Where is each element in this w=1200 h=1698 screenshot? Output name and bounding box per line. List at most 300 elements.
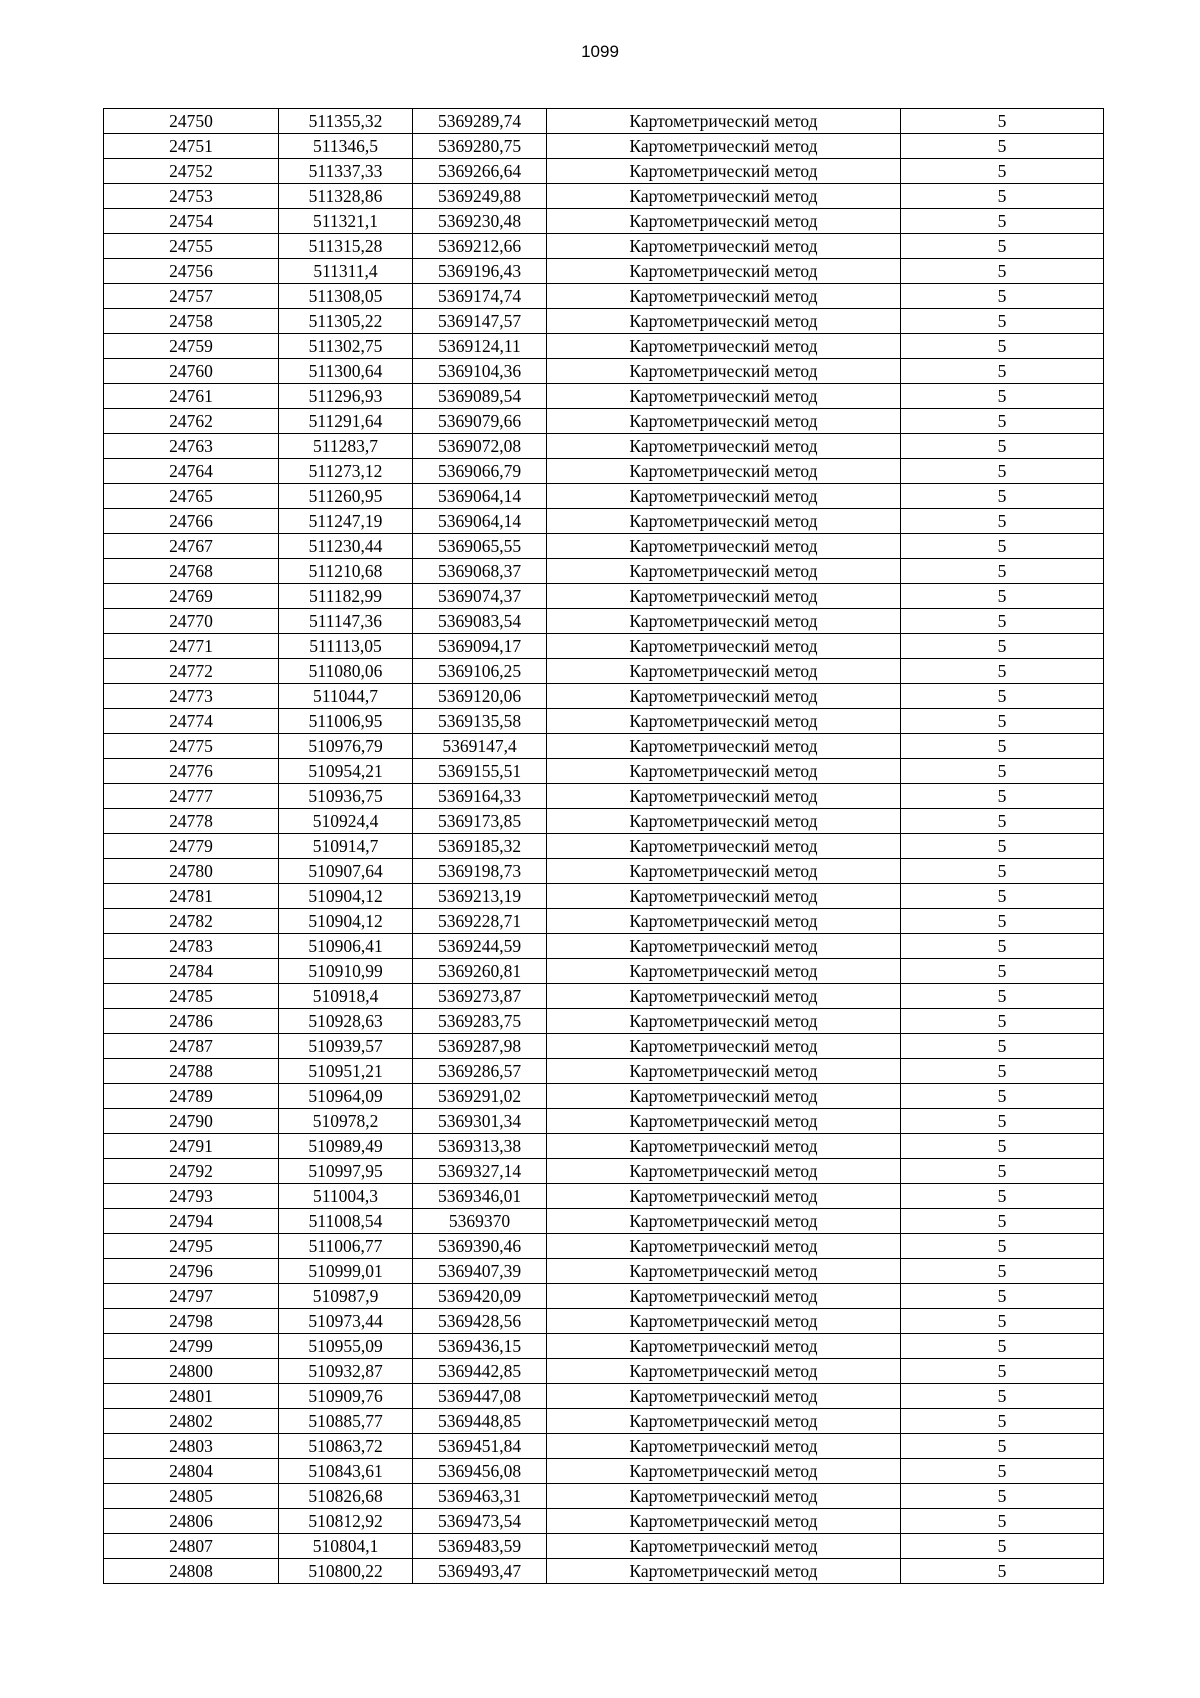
- table-row: [104, 759, 1104, 784]
- point-number-cell: 24807: [104, 1534, 279, 1559]
- x-coordinate-cell: 510826,68: [279, 1484, 413, 1509]
- table-row: [104, 1259, 1104, 1284]
- table-row: [104, 359, 1104, 384]
- y-coordinate-cell: 5369173,85: [413, 809, 547, 834]
- method-cell: Картометрический метод: [547, 1034, 901, 1059]
- y-coordinate-cell: 5369072,08: [413, 434, 547, 459]
- x-coordinate-cell: 510973,44: [279, 1309, 413, 1334]
- point-number-cell: 24785: [104, 984, 279, 1009]
- y-coordinate-cell: 5369155,51: [413, 759, 547, 784]
- table-row: [104, 1234, 1104, 1259]
- accuracy-cell: 5: [901, 534, 1104, 559]
- method-cell: Картометрический метод: [547, 184, 901, 209]
- x-coordinate-cell: 510999,01: [279, 1259, 413, 1284]
- y-coordinate-cell: 5369370: [413, 1209, 547, 1234]
- table-row: [104, 284, 1104, 309]
- table-row: [104, 159, 1104, 184]
- y-coordinate-cell: 5369273,87: [413, 984, 547, 1009]
- table-row: [104, 709, 1104, 734]
- y-coordinate-cell: 5369473,54: [413, 1509, 547, 1534]
- x-coordinate-cell: 511006,95: [279, 709, 413, 734]
- method-cell: Картометрический метод: [547, 1184, 901, 1209]
- accuracy-cell: 5: [901, 684, 1104, 709]
- method-cell: Картометрический метод: [547, 1159, 901, 1184]
- x-coordinate-cell: 510906,41: [279, 934, 413, 959]
- y-coordinate-cell: 5369266,64: [413, 159, 547, 184]
- y-coordinate-cell: 5369301,34: [413, 1109, 547, 1134]
- point-number-cell: 24772: [104, 659, 279, 684]
- accuracy-cell: 5: [901, 1409, 1104, 1434]
- y-coordinate-cell: 5369291,02: [413, 1084, 547, 1109]
- accuracy-cell: 5: [901, 1559, 1104, 1584]
- x-coordinate-cell: 510954,21: [279, 759, 413, 784]
- point-number-cell: 24753: [104, 184, 279, 209]
- table-row: [104, 1209, 1104, 1234]
- accuracy-cell: 5: [901, 1459, 1104, 1484]
- table-row: [104, 1384, 1104, 1409]
- y-coordinate-cell: 5369064,14: [413, 484, 547, 509]
- table-row: [104, 1034, 1104, 1059]
- accuracy-cell: 5: [901, 609, 1104, 634]
- y-coordinate-cell: 5369483,59: [413, 1534, 547, 1559]
- method-cell: Картометрический метод: [547, 1059, 901, 1084]
- x-coordinate-cell: 511113,05: [279, 634, 413, 659]
- method-cell: Картометрический метод: [547, 484, 901, 509]
- point-number-cell: 24779: [104, 834, 279, 859]
- accuracy-cell: 5: [901, 1059, 1104, 1084]
- y-coordinate-cell: 5369089,54: [413, 384, 547, 409]
- method-cell: Картометрический метод: [547, 1234, 901, 1259]
- y-coordinate-cell: 5369094,17: [413, 634, 547, 659]
- x-coordinate-cell: 511305,22: [279, 309, 413, 334]
- x-coordinate-cell: 511182,99: [279, 584, 413, 609]
- y-coordinate-cell: 5369420,09: [413, 1284, 547, 1309]
- method-cell: Картометрический метод: [547, 559, 901, 584]
- point-number-cell: 24771: [104, 634, 279, 659]
- table-row: [104, 584, 1104, 609]
- accuracy-cell: 5: [901, 134, 1104, 159]
- table-row: [104, 1459, 1104, 1484]
- y-coordinate-cell: 5369213,19: [413, 884, 547, 909]
- point-number-cell: 24786: [104, 1009, 279, 1034]
- y-coordinate-cell: 5369428,56: [413, 1309, 547, 1334]
- point-number-cell: 24804: [104, 1459, 279, 1484]
- table-row: [104, 1484, 1104, 1509]
- accuracy-cell: 5: [901, 1259, 1104, 1284]
- y-coordinate-cell: 5369104,36: [413, 359, 547, 384]
- x-coordinate-cell: 510928,63: [279, 1009, 413, 1034]
- y-coordinate-cell: 5369456,08: [413, 1459, 547, 1484]
- accuracy-cell: 5: [901, 209, 1104, 234]
- accuracy-cell: 5: [901, 1484, 1104, 1509]
- method-cell: Картометрический метод: [547, 134, 901, 159]
- accuracy-cell: 5: [901, 1109, 1104, 1134]
- point-number-cell: 24756: [104, 259, 279, 284]
- y-coordinate-cell: 5369286,57: [413, 1059, 547, 1084]
- table-row: [104, 1534, 1104, 1559]
- table-row: [104, 959, 1104, 984]
- y-coordinate-cell: 5369289,74: [413, 109, 547, 134]
- x-coordinate-cell: 511337,33: [279, 159, 413, 184]
- accuracy-cell: 5: [901, 1309, 1104, 1334]
- point-number-cell: 24803: [104, 1434, 279, 1459]
- y-coordinate-cell: 5369228,71: [413, 909, 547, 934]
- method-cell: Картометрический метод: [547, 959, 901, 984]
- x-coordinate-cell: 511260,95: [279, 484, 413, 509]
- accuracy-cell: 5: [901, 484, 1104, 509]
- method-cell: Картометрический метод: [547, 284, 901, 309]
- x-coordinate-cell: 511302,75: [279, 334, 413, 359]
- y-coordinate-cell: 5369287,98: [413, 1034, 547, 1059]
- method-cell: Картометрический метод: [547, 409, 901, 434]
- y-coordinate-cell: 5369327,14: [413, 1159, 547, 1184]
- point-number-cell: 24801: [104, 1384, 279, 1409]
- table-row: [104, 334, 1104, 359]
- x-coordinate-cell: 511008,54: [279, 1209, 413, 1234]
- accuracy-cell: 5: [901, 1034, 1104, 1059]
- accuracy-cell: 5: [901, 1509, 1104, 1534]
- point-number-cell: 24764: [104, 459, 279, 484]
- x-coordinate-cell: 510843,61: [279, 1459, 413, 1484]
- x-coordinate-cell: 511315,28: [279, 234, 413, 259]
- table-row: [104, 984, 1104, 1009]
- table-row: [104, 309, 1104, 334]
- x-coordinate-cell: 511210,68: [279, 559, 413, 584]
- accuracy-cell: 5: [901, 384, 1104, 409]
- accuracy-cell: 5: [901, 1384, 1104, 1409]
- y-coordinate-cell: 5369346,01: [413, 1184, 547, 1209]
- table-row: [104, 859, 1104, 884]
- x-coordinate-cell: 510918,4: [279, 984, 413, 1009]
- table-row: [104, 534, 1104, 559]
- point-number-cell: 24760: [104, 359, 279, 384]
- table-row: [104, 1134, 1104, 1159]
- table-row: [104, 834, 1104, 859]
- accuracy-cell: 5: [901, 1334, 1104, 1359]
- table-row: [104, 1359, 1104, 1384]
- point-number-cell: 24787: [104, 1034, 279, 1059]
- y-coordinate-cell: 5369260,81: [413, 959, 547, 984]
- point-number-cell: 24770: [104, 609, 279, 634]
- point-number-cell: 24754: [104, 209, 279, 234]
- accuracy-cell: 5: [901, 859, 1104, 884]
- x-coordinate-cell: 510904,12: [279, 909, 413, 934]
- x-coordinate-cell: 510800,22: [279, 1559, 413, 1584]
- table-row: [104, 1309, 1104, 1334]
- method-cell: Картометрический метод: [547, 584, 901, 609]
- table-row: [104, 609, 1104, 634]
- method-cell: Картометрический метод: [547, 1284, 901, 1309]
- method-cell: Картометрический метод: [547, 659, 901, 684]
- x-coordinate-cell: 510964,09: [279, 1084, 413, 1109]
- accuracy-cell: 5: [901, 409, 1104, 434]
- accuracy-cell: 5: [901, 959, 1104, 984]
- method-cell: Картометрический метод: [547, 1484, 901, 1509]
- table-row: [104, 1509, 1104, 1534]
- x-coordinate-cell: 510978,2: [279, 1109, 413, 1134]
- method-cell: Картометрический метод: [547, 984, 901, 1009]
- x-coordinate-cell: 510955,09: [279, 1334, 413, 1359]
- point-number-cell: 24768: [104, 559, 279, 584]
- table-row: [104, 509, 1104, 534]
- table-row: [104, 1184, 1104, 1209]
- x-coordinate-cell: 510976,79: [279, 734, 413, 759]
- y-coordinate-cell: 5369174,74: [413, 284, 547, 309]
- accuracy-cell: 5: [901, 634, 1104, 659]
- y-coordinate-cell: 5369493,47: [413, 1559, 547, 1584]
- y-coordinate-cell: 5369280,75: [413, 134, 547, 159]
- accuracy-cell: 5: [901, 1234, 1104, 1259]
- table-row: [104, 934, 1104, 959]
- x-coordinate-cell: 511283,7: [279, 434, 413, 459]
- x-coordinate-cell: 510989,49: [279, 1134, 413, 1159]
- y-coordinate-cell: 5369198,73: [413, 859, 547, 884]
- accuracy-cell: 5: [901, 334, 1104, 359]
- method-cell: Картометрический метод: [547, 109, 901, 134]
- x-coordinate-cell: 511300,64: [279, 359, 413, 384]
- point-number-cell: 24805: [104, 1484, 279, 1509]
- table-row: [104, 634, 1104, 659]
- x-coordinate-cell: 510997,95: [279, 1159, 413, 1184]
- y-coordinate-cell: 5369313,38: [413, 1134, 547, 1159]
- accuracy-cell: 5: [901, 1434, 1104, 1459]
- y-coordinate-cell: 5369230,48: [413, 209, 547, 234]
- y-coordinate-cell: 5369407,39: [413, 1259, 547, 1284]
- accuracy-cell: 5: [901, 909, 1104, 934]
- point-number-cell: 24796: [104, 1259, 279, 1284]
- point-number-cell: 24776: [104, 759, 279, 784]
- accuracy-cell: 5: [901, 1159, 1104, 1184]
- table-row: [104, 684, 1104, 709]
- point-number-cell: 24755: [104, 234, 279, 259]
- method-cell: Картометрический метод: [547, 634, 901, 659]
- accuracy-cell: 5: [901, 934, 1104, 959]
- method-cell: Картометрический метод: [547, 259, 901, 284]
- method-cell: Картометрический метод: [547, 934, 901, 959]
- accuracy-cell: 5: [901, 759, 1104, 784]
- method-cell: Картометрический метод: [547, 834, 901, 859]
- x-coordinate-cell: 511147,36: [279, 609, 413, 634]
- x-coordinate-cell: 510907,64: [279, 859, 413, 884]
- y-coordinate-cell: 5369065,55: [413, 534, 547, 559]
- accuracy-cell: 5: [901, 234, 1104, 259]
- method-cell: Картометрический метод: [547, 209, 901, 234]
- x-coordinate-cell: 511044,7: [279, 684, 413, 709]
- method-cell: Картометрический метод: [547, 784, 901, 809]
- accuracy-cell: 5: [901, 584, 1104, 609]
- method-cell: Картометрический метод: [547, 759, 901, 784]
- method-cell: Картометрический метод: [547, 434, 901, 459]
- point-number-cell: 24788: [104, 1059, 279, 1084]
- y-coordinate-cell: 5369196,43: [413, 259, 547, 284]
- y-coordinate-cell: 5369120,06: [413, 684, 547, 709]
- point-number-cell: 24774: [104, 709, 279, 734]
- method-cell: Картометрический метод: [547, 1109, 901, 1134]
- point-number-cell: 24752: [104, 159, 279, 184]
- table-row: [104, 459, 1104, 484]
- accuracy-cell: 5: [901, 259, 1104, 284]
- table-row: [104, 1109, 1104, 1134]
- method-cell: Картометрический метод: [547, 859, 901, 884]
- y-coordinate-cell: 5369448,85: [413, 1409, 547, 1434]
- x-coordinate-cell: 511006,77: [279, 1234, 413, 1259]
- accuracy-cell: 5: [901, 284, 1104, 309]
- x-coordinate-cell: 511080,06: [279, 659, 413, 684]
- table-row: [104, 884, 1104, 909]
- point-number-cell: 24750: [104, 109, 279, 134]
- x-coordinate-cell: 511308,05: [279, 284, 413, 309]
- table-row: [104, 434, 1104, 459]
- point-number-cell: 24767: [104, 534, 279, 559]
- table-row: [104, 259, 1104, 284]
- y-coordinate-cell: 5369074,37: [413, 584, 547, 609]
- method-cell: Картометрический метод: [547, 809, 901, 834]
- x-coordinate-cell: 511296,93: [279, 384, 413, 409]
- table-row: [104, 1159, 1104, 1184]
- x-coordinate-cell: 510910,99: [279, 959, 413, 984]
- method-cell: Картометрический метод: [547, 1359, 901, 1384]
- y-coordinate-cell: 5369442,85: [413, 1359, 547, 1384]
- y-coordinate-cell: 5369147,57: [413, 309, 547, 334]
- y-coordinate-cell: 5369185,32: [413, 834, 547, 859]
- point-number-cell: 24773: [104, 684, 279, 709]
- method-cell: Картометрический метод: [547, 509, 901, 534]
- accuracy-cell: 5: [901, 159, 1104, 184]
- method-cell: Картометрический метод: [547, 1534, 901, 1559]
- x-coordinate-cell: 510939,57: [279, 1034, 413, 1059]
- x-coordinate-cell: 510936,75: [279, 784, 413, 809]
- accuracy-cell: 5: [901, 359, 1104, 384]
- y-coordinate-cell: 5369068,37: [413, 559, 547, 584]
- method-cell: Картометрический метод: [547, 684, 901, 709]
- coordinates-table: [103, 108, 1104, 1584]
- accuracy-cell: 5: [901, 309, 1104, 334]
- y-coordinate-cell: 5369390,46: [413, 1234, 547, 1259]
- table-row: [104, 1409, 1104, 1434]
- y-coordinate-cell: 5369106,25: [413, 659, 547, 684]
- x-coordinate-cell: 511247,19: [279, 509, 413, 534]
- table-row: [104, 1084, 1104, 1109]
- y-coordinate-cell: 5369451,84: [413, 1434, 547, 1459]
- x-coordinate-cell: 511004,3: [279, 1184, 413, 1209]
- x-coordinate-cell: 511291,64: [279, 409, 413, 434]
- x-coordinate-cell: 510863,72: [279, 1434, 413, 1459]
- method-cell: Картометрический метод: [547, 334, 901, 359]
- y-coordinate-cell: 5369124,11: [413, 334, 547, 359]
- x-coordinate-cell: 511328,86: [279, 184, 413, 209]
- point-number-cell: 24789: [104, 1084, 279, 1109]
- y-coordinate-cell: 5369066,79: [413, 459, 547, 484]
- point-number-cell: 24781: [104, 884, 279, 909]
- point-number-cell: 24794: [104, 1209, 279, 1234]
- table-row: [104, 1284, 1104, 1309]
- point-number-cell: 24793: [104, 1184, 279, 1209]
- x-coordinate-cell: 510951,21: [279, 1059, 413, 1084]
- point-number-cell: 24806: [104, 1509, 279, 1534]
- accuracy-cell: 5: [901, 734, 1104, 759]
- x-coordinate-cell: 510914,7: [279, 834, 413, 859]
- table-row: [104, 809, 1104, 834]
- y-coordinate-cell: 5369249,88: [413, 184, 547, 209]
- point-number-cell: 24777: [104, 784, 279, 809]
- point-number-cell: 24800: [104, 1359, 279, 1384]
- accuracy-cell: 5: [901, 834, 1104, 859]
- point-number-cell: 24802: [104, 1409, 279, 1434]
- method-cell: Картометрический метод: [547, 1384, 901, 1409]
- accuracy-cell: 5: [901, 809, 1104, 834]
- method-cell: Картометрический метод: [547, 734, 901, 759]
- accuracy-cell: 5: [901, 1084, 1104, 1109]
- method-cell: Картометрический метод: [547, 1084, 901, 1109]
- table-row: [104, 184, 1104, 209]
- point-number-cell: 24798: [104, 1309, 279, 1334]
- point-number-cell: 24757: [104, 284, 279, 309]
- y-coordinate-cell: 5369244,59: [413, 934, 547, 959]
- x-coordinate-cell: 510812,92: [279, 1509, 413, 1534]
- accuracy-cell: 5: [901, 1009, 1104, 1034]
- y-coordinate-cell: 5369463,31: [413, 1484, 547, 1509]
- x-coordinate-cell: 510909,76: [279, 1384, 413, 1409]
- point-number-cell: 24797: [104, 1284, 279, 1309]
- y-coordinate-cell: 5369436,15: [413, 1334, 547, 1359]
- method-cell: Картометрический метод: [547, 1259, 901, 1284]
- y-coordinate-cell: 5369164,33: [413, 784, 547, 809]
- point-number-cell: 24780: [104, 859, 279, 884]
- x-coordinate-cell: 511273,12: [279, 459, 413, 484]
- method-cell: Картометрический метод: [547, 384, 901, 409]
- table-row: [104, 209, 1104, 234]
- x-coordinate-cell: 511355,32: [279, 109, 413, 134]
- x-coordinate-cell: 510804,1: [279, 1534, 413, 1559]
- accuracy-cell: 5: [901, 659, 1104, 684]
- method-cell: Картометрический метод: [547, 1509, 901, 1534]
- x-coordinate-cell: 510904,12: [279, 884, 413, 909]
- method-cell: Картометрический метод: [547, 359, 901, 384]
- y-coordinate-cell: 5369147,4: [413, 734, 547, 759]
- method-cell: Картометрический метод: [547, 534, 901, 559]
- method-cell: Картометрический метод: [547, 1209, 901, 1234]
- accuracy-cell: 5: [901, 459, 1104, 484]
- point-number-cell: 24761: [104, 384, 279, 409]
- method-cell: Картометрический метод: [547, 709, 901, 734]
- table-row: [104, 1334, 1104, 1359]
- x-coordinate-cell: 511311,4: [279, 259, 413, 284]
- x-coordinate-cell: 510924,4: [279, 809, 413, 834]
- method-cell: Картометрический метод: [547, 884, 901, 909]
- table-row: [104, 559, 1104, 584]
- accuracy-cell: 5: [901, 184, 1104, 209]
- point-number-cell: 24782: [104, 909, 279, 934]
- accuracy-cell: 5: [901, 1534, 1104, 1559]
- accuracy-cell: 5: [901, 709, 1104, 734]
- point-number-cell: 24792: [104, 1159, 279, 1184]
- method-cell: Картометрический метод: [547, 1334, 901, 1359]
- x-coordinate-cell: 511321,1: [279, 209, 413, 234]
- table-row: [104, 784, 1104, 809]
- table-row: [104, 134, 1104, 159]
- table-row: [104, 234, 1104, 259]
- accuracy-cell: 5: [901, 559, 1104, 584]
- accuracy-cell: 5: [901, 434, 1104, 459]
- y-coordinate-cell: 5369079,66: [413, 409, 547, 434]
- table-row: [104, 384, 1104, 409]
- method-cell: Картометрический метод: [547, 234, 901, 259]
- method-cell: Картометрический метод: [547, 1559, 901, 1584]
- point-number-cell: 24784: [104, 959, 279, 984]
- y-coordinate-cell: 5369083,54: [413, 609, 547, 634]
- accuracy-cell: 5: [901, 1209, 1104, 1234]
- point-number-cell: 24799: [104, 1334, 279, 1359]
